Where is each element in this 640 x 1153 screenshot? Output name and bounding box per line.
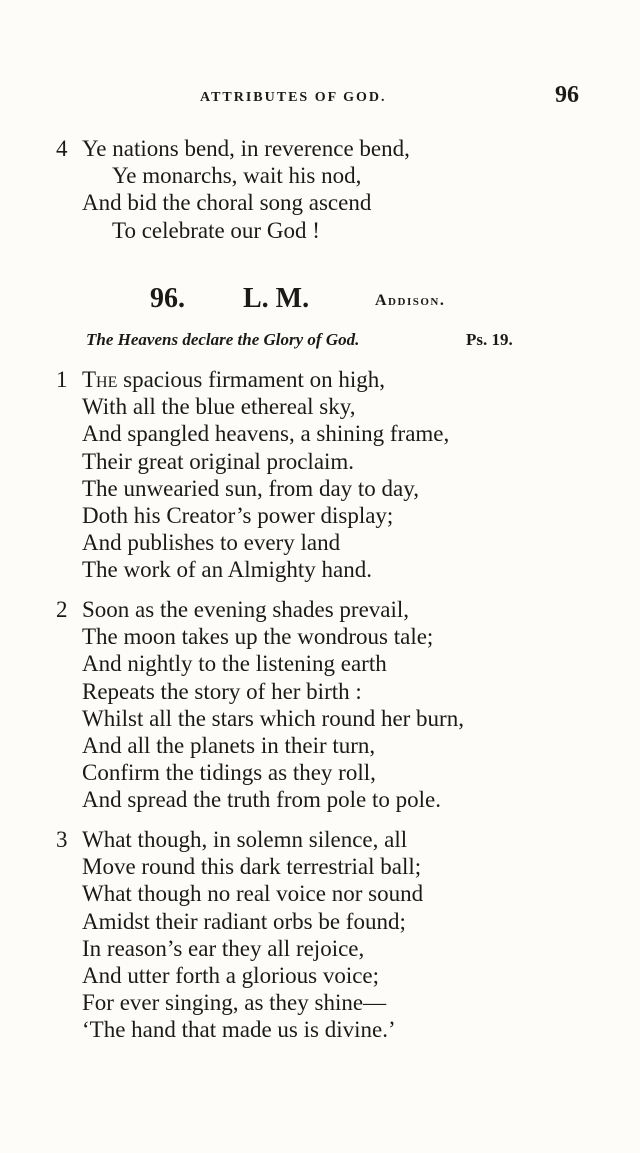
subtitle-text: The Heavens declare the Glory of God. <box>86 330 360 349</box>
running-title: ATTRIBUTES OF GOD. <box>200 90 387 105</box>
running-header <box>0 82 640 110</box>
book-page: ATTRIBUTES OF GOD. 96 4 Ye nations bend, in reverence bend, Ye monarchs, wait his nod, And bid the choral song ascend To celebrate our God ! 96. L. M. Addison. The Heavens declare the Glory of God. Ps. 19. 1 The spacious firmament on high, With all the blue ethereal sky, And spangled heavens, a shining frame, Their great original proclaim. The unwearied sun, from day to day, Doth his Creator’s power display; And publishes to every land The work of an Almighty hand. 2 Soon as the evening shades prevail, The moon takes up the wondrous tale; And nightly to the listening earth Repeats the story of her birth : Whilst all the stars which round her burn, And all the planets in their turn, Confirm the tidings as they roll, And spread the truth from pole to pole. 3 What though, in solemn silence, all Move round this dark terrestrial ball; What though no real voice nor sound Amidst their radiant orbs be found; In reason’s ear they all rejoice, And utter forth a glorious voice; For ever singing, as they shine— ‘The hand that made us is divine.’ <box>0 0 640 1153</box>
hymn-subtitle <box>0 330 640 354</box>
page-number: 96 <box>555 82 579 108</box>
stanza-number: 4 <box>56 136 68 161</box>
hymn-meter: L. M. <box>243 283 310 314</box>
scripture-reference: Ps. 19. <box>466 330 513 349</box>
stanza-number: 3 <box>56 827 68 852</box>
hymn-author: Addison. <box>375 292 446 309</box>
hymn-heading <box>0 283 640 319</box>
stanza-number: 1 <box>56 367 68 392</box>
hymn-number: 96. <box>150 283 185 314</box>
stanza-number: 2 <box>56 597 68 622</box>
first-word: The <box>82 367 118 392</box>
